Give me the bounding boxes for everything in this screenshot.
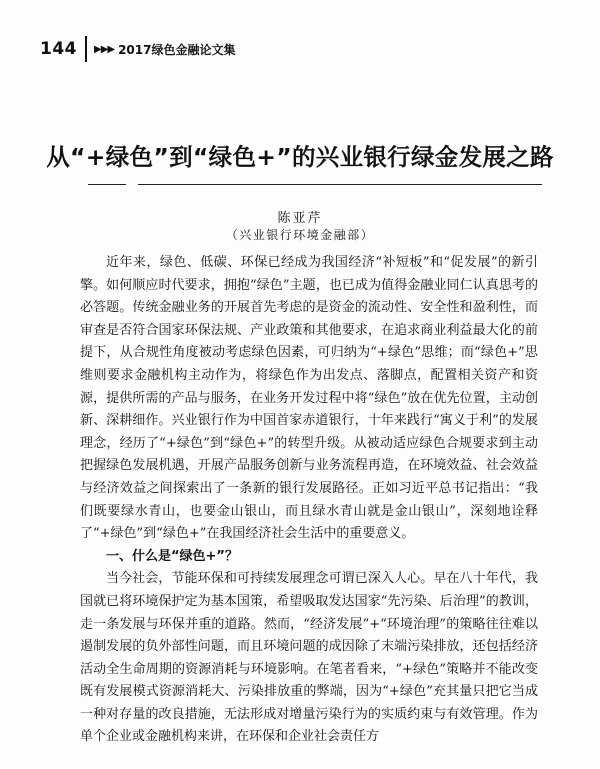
header-divider [85, 36, 87, 62]
article-body [80, 252, 538, 749]
title-rule-right [138, 184, 542, 185]
author-name: 陈亚芹 [277, 211, 323, 226]
title-rule-left [88, 184, 126, 185]
arrow-icon: ▶▶▶ [94, 43, 115, 55]
page-number: 144 [40, 39, 77, 59]
intro-paragraph: 近年来，绿色、低碳、环保已经成为我国经济“补短板”和“促发展”的新引擎。如何顺应时代要求，拥抱“绿色”主题，也已成为值得金融业同仁认真思考的必答题。传统金融业务的开展首先考虑的是资金的流动性、安全性和盈利性，而审查是否符合国家环保法规、产业政策和其他要求，在追求商业利益最大化的前提下，从合规性角度被动考虑绿色因素，可归纳为“+绿色”思维；而“绿色+”思维则要求金融机构主动作为，将绿色作为出发点、落脚点，配置相关资产和资源，提供所需的产品与服务，在业务开发过程中将“绿色”放在优先位置，主动创新、深耕细作。兴业银行作为中国首家赤道银行，十年来践行“寓义于利”的发展理念，经历了“+绿色”到“绿色+”的转型升级。从被动适应绿色合规要求到主动把握绿色发展机遇，开展产品服务创新与业务流程再造，在环境效益、社会效益与经济效益之间探索出了一条新的银行发展路径。正如习近平总书记指出：“我们既要绿水青山，也要金山银山，而且绿水青山就是金山银山”，深刻地诠释了“+绿色”到“绿色+”在我国经济社会生活中的重要意义。 [80, 255, 538, 542]
series-title: 2017绿色金融论文集 [118, 42, 236, 57]
article-title: 从“+绿色”到“绿色+”的兴业银行绿金发展之路 [46, 143, 554, 171]
section-heading: 一、什么是“绿色+”？ [106, 548, 238, 564]
section-paragraph: 当今社会，节能环保和可持续发展理念可谓已深入人心。早在八十年代，我国就已将环境保护定为基本国策，希望吸取发达国家“先污染、后治理”的教训，走一条发展与环保并重的道路。然而，“经济发展”+“环境治理”的策略往往难以遏制发展的负外部性问题，而且环境问题的成因除了末端污染排放，还包括经济活动全生命周期的资源消耗与环境影响。在笔者看来，“+绿色”策略并不能改变既有发展模式资源消耗大、污染排放重的弊端，因为“+绿色”充其量只把它当成一种对存量的改良措施，无法形成对增量污染行为的实质约束与有效管理。作为单个企业或金融机构来讲，在环保和企业社会责任方 [80, 571, 538, 745]
author-affiliation: （兴业银行环境金融部） [225, 228, 375, 242]
running-header [40, 36, 235, 62]
